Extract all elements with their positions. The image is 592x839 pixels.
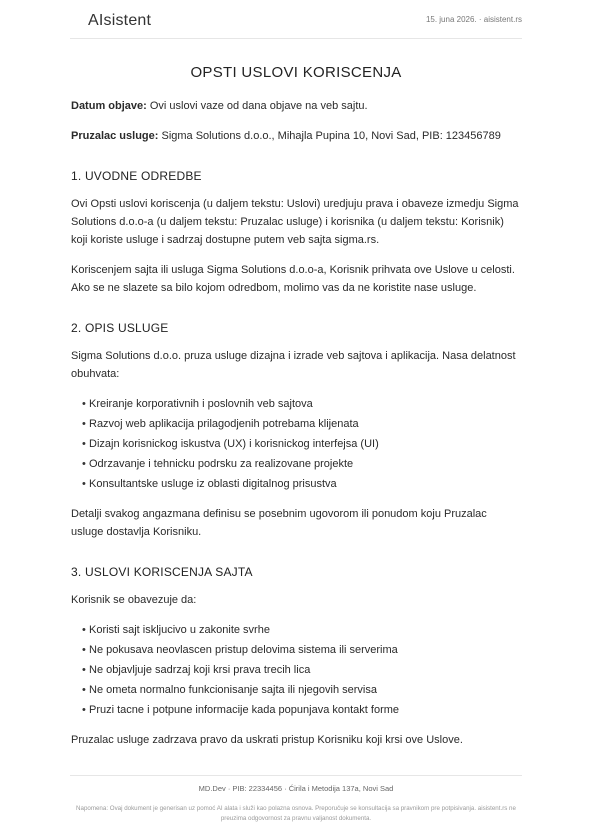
footer-company-line: MD.Dev · PIB: 22334456 · Ćirila i Metodija 137a, Novi Sad — [198, 784, 394, 793]
page-footer — [70, 775, 522, 824]
provider-label: Pruzalac usluge: — [71, 130, 159, 142]
user-obligations-list — [71, 621, 521, 719]
section-heading-3: 3. USLOVI KORISCENJA SAJTA — [71, 565, 253, 579]
document-body — [71, 97, 521, 761]
list-item: • Razvoj web aplikacija prilagodjenih potrebama klijenata — [82, 415, 521, 433]
services-list — [71, 395, 521, 493]
publish-date-label: Datum objave: — [71, 100, 147, 112]
list-item: • Ne ometa normalno funkcionisanje sajta ili njegovih servisa — [82, 681, 521, 699]
section-2-paragraph-1: Sigma Solutions d.o.o. pruza usluge dizajna i izrade veb sajtova i aplikacija. Nasa delatnost obuhvata: — [71, 350, 516, 380]
footer-disclaimer: Napomena: Ovaj dokument je generisan uz pomoć AI alata i služi kao polazna osnova. Preporučuje se konsultacija sa pravnikom pre potpisivanja. aisistent.rs ne preuzima odgovornost za pravnu valjanost dokumenta. — [76, 805, 516, 822]
publish-date-line — [71, 97, 521, 115]
section-heading-2: 2. OPIS USLUGE — [71, 321, 169, 335]
section-2-paragraph-2: Detalji svakog angazmana definisu se posebnim ugovorom ili ponudom koju Pruzalac usluge dostavlja Korisniku. — [71, 508, 487, 538]
date-and-site: 15. juna 2026. · aisistent.rs — [425, 15, 522, 24]
list-item: • Odrzavanje i tehnicku podrsku za realizovane projekte — [82, 455, 521, 473]
list-item: • Kreiranje korporativnih i poslovnih veb sajtova — [82, 395, 521, 413]
list-item: • Konsultantske usluge iz oblasti digitalnog prisustva — [82, 475, 521, 493]
publish-date-text: Ovi uslovi vaze od dana objave na veb sajtu. — [146, 100, 368, 112]
section-3-paragraph-1: Korisnik se obavezuje da: — [71, 594, 197, 606]
page-header — [70, 8, 522, 39]
list-item: • Dizajn korisnickog iskustva (UX) i korisnickog interfejsa (UI) — [82, 435, 521, 453]
document-title: OPSTI USLOVI KORISCENJA — [190, 64, 402, 81]
logo: AIsistent — [88, 12, 152, 29]
provider-text: Sigma Solutions d.o.o., Mihajla Pupina 10, Novi Sad, PIB: 123456789 — [158, 130, 501, 142]
section-1-paragraph-1: Ovi Opsti uslovi koriscenja (u daljem tekstu: Uslovi) uredjuju prava i obaveze izmedju Sigma Solutions d.o.o-a (u daljem tekstu: Pruzalac usluge) i korisnika (u daljem tekstu: Korisnik) koji koriste usluge i sadrzaj dostupne putem veb sajta sigma.rs. — [71, 198, 519, 246]
provider-line — [71, 127, 521, 145]
section-3-paragraph-2: Pruzalac usluge zadrzava pravo da uskrati pristup Korisniku koji krsi ove Uslove. — [71, 734, 463, 746]
section-1-paragraph-2: Koriscenjem sajta ili usluga Sigma Solutions d.o.o-a, Korisnik prihvata ove Uslove u celosti. Ako se ne slazete sa bilo kojom odredbom, molimo vas da ne koristite nase usluge. — [71, 264, 515, 294]
list-item: • Ne objavljuje sadrzaj koji krsi prava trecih lica — [82, 661, 521, 679]
list-item: • Koristi sajt iskljucivo u zakonite svrhe — [82, 621, 521, 639]
list-item: • Pruzi tacne i potpune informacije kada popunjava kontakt forme — [82, 701, 521, 719]
section-heading-1: 1. UVODNE ODREDBE — [71, 169, 202, 183]
list-item: • Ne pokusava neovlascen pristup delovima sistema ili serverima — [82, 641, 521, 659]
